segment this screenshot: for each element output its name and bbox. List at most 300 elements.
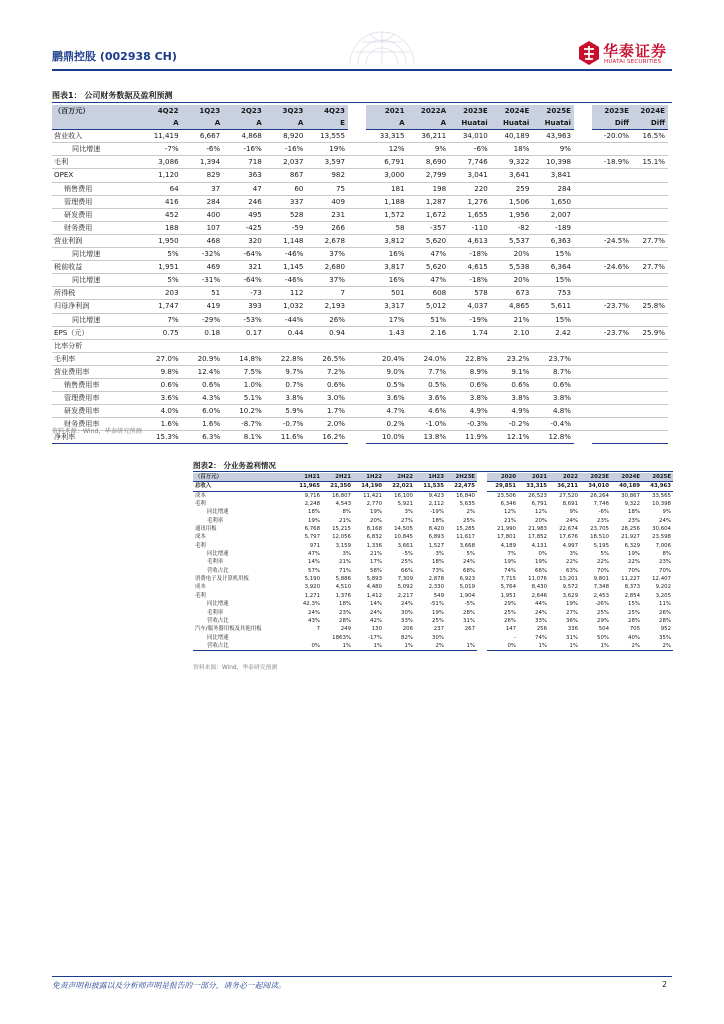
- halfyear-value: 5,019: [459, 584, 475, 591]
- header-cell: E: [306, 117, 348, 130]
- column-gap: [348, 248, 366, 261]
- column-gap: [477, 617, 487, 625]
- figure1-title: 图表1： 公司财务数据及盈利预测: [52, 91, 173, 100]
- row-label: 汽车/服务器用板及其他用板: [195, 626, 262, 633]
- quarter-value: -31%: [182, 274, 224, 287]
- column-gap: [348, 182, 366, 195]
- halfyear-value: 3,661: [397, 542, 413, 549]
- quarter-value: 393: [223, 300, 265, 313]
- halfyear-value: 7,309: [397, 576, 413, 583]
- annual-value: 12%: [504, 509, 516, 516]
- annual-value: 6,791: [366, 156, 408, 169]
- annual-value: [408, 339, 450, 352]
- column-gap: [348, 208, 366, 221]
- annual-value: -0.3%: [449, 418, 491, 431]
- quarter-value: -53%: [223, 313, 265, 326]
- diff-value: 27.7%: [632, 234, 668, 247]
- halfyear-value: 20%: [370, 517, 382, 524]
- annual-value: 259: [491, 182, 533, 195]
- column-gap: [574, 313, 592, 326]
- header-cell: 4Q23: [306, 105, 348, 117]
- column-gap: [348, 378, 366, 391]
- annual-value: 0.6%: [532, 378, 574, 391]
- annual-value: 1,672: [408, 208, 450, 221]
- quarter-value: 3.0%: [306, 392, 348, 405]
- quarter-value: 4,868: [223, 130, 265, 143]
- halfyear-value: 2,878: [428, 576, 444, 583]
- annual-value: 17,676: [559, 534, 578, 541]
- halfyear-value: 6,923: [459, 576, 475, 583]
- halfyear-value: 1,336: [366, 542, 382, 549]
- annual-value: 22%: [628, 559, 640, 566]
- annual-value: 26%: [504, 617, 516, 624]
- quarter-value: 51: [182, 287, 224, 300]
- halfyear-value: 28%: [339, 617, 351, 624]
- halfyear-value: 5,921: [397, 501, 413, 508]
- row-label: 通讯用板: [195, 526, 217, 533]
- halfyear-value: 25%: [401, 559, 413, 566]
- column-gap: [574, 248, 592, 261]
- annual-value: 6,329: [624, 542, 640, 549]
- header-cell: 2024E: [632, 105, 668, 117]
- table-row: [52, 365, 668, 378]
- annual-value: 22.8%: [449, 352, 491, 365]
- column-gap: [574, 392, 592, 405]
- quarter-value: 0.6%: [140, 378, 182, 391]
- diff-value: 25.9%: [632, 326, 668, 339]
- annual-value: 1,188: [366, 195, 408, 208]
- annual-value: 6,364: [532, 261, 574, 274]
- halfyear-value: 16,840: [456, 492, 475, 499]
- column-gap: [477, 600, 487, 608]
- table-row: [52, 234, 668, 247]
- annual-value: 47%: [408, 274, 450, 287]
- halfyear-value: 71%: [339, 567, 351, 574]
- annual-value: 2%: [642, 642, 673, 651]
- figure2-title: 图表2： 分业务盈利情况: [193, 461, 276, 470]
- annual-value: 47%: [408, 248, 450, 261]
- quarter-value: 1.7%: [306, 405, 348, 418]
- halfyear-value: 16,807: [332, 492, 351, 499]
- quarter-value: 829: [182, 169, 224, 182]
- quarter-value: 60: [265, 182, 307, 195]
- diff-value: [632, 352, 668, 365]
- halfyear-value: 5,635: [459, 501, 475, 508]
- annual-value: 17%: [366, 313, 408, 326]
- column-gap: [477, 542, 487, 550]
- quarter-value: -16%: [223, 143, 265, 156]
- halfyear-value: 11,965: [291, 482, 322, 491]
- brand-en: HUATAI SECURITIES: [604, 59, 662, 65]
- row-label: 净利率: [52, 431, 140, 444]
- annual-value: 198: [408, 182, 450, 195]
- table-row: [52, 156, 668, 169]
- annual-value: 3,629: [562, 592, 578, 599]
- annual-value: 7,746: [449, 156, 491, 169]
- annual-value: 31%: [566, 634, 578, 641]
- row-label: 管理费用: [52, 195, 140, 208]
- annual-value: 70%: [659, 567, 671, 574]
- annual-value: 1,650: [532, 195, 574, 208]
- annual-value: 5,195: [593, 542, 609, 549]
- halfyear-value: 206: [402, 626, 413, 633]
- halfyear-value: 18%: [432, 517, 444, 524]
- diff-value: [592, 418, 632, 431]
- column-gap: [574, 195, 592, 208]
- quarter-value: 0.94: [306, 326, 348, 339]
- column-gap: [348, 274, 366, 287]
- row-label: 成本: [195, 534, 206, 541]
- diff-value: [592, 221, 632, 234]
- row-label: 毛利: [52, 156, 140, 169]
- quarter-value: -29%: [182, 313, 224, 326]
- column-gap: [477, 567, 487, 575]
- quarter-value: 8,920: [265, 130, 307, 143]
- halfyear-value: 2,770: [366, 501, 382, 508]
- quarter-value: 1,148: [265, 234, 307, 247]
- annual-value: 6,346: [500, 501, 516, 508]
- column-gap: [477, 517, 487, 525]
- header-cell: A: [265, 117, 307, 130]
- halfyear-value: 82%: [401, 634, 413, 641]
- annual-value: 1,655: [449, 208, 491, 221]
- column-gap: [574, 105, 592, 117]
- row-label: 销售费用: [52, 182, 140, 195]
- halfyear-value: [446, 634, 477, 642]
- financial-forecast-table: [52, 105, 668, 444]
- header-cell: （百万元）: [52, 105, 140, 117]
- annual-value: -82: [491, 221, 533, 234]
- annual-value: 74%: [504, 567, 516, 574]
- quarter-value: 5%: [140, 274, 182, 287]
- annual-value: 30,867: [621, 492, 640, 499]
- header-cell: 2024E: [611, 473, 642, 482]
- column-gap: [477, 592, 487, 600]
- table-row: [193, 550, 673, 558]
- halfyear-value: 971: [309, 542, 320, 549]
- annual-value: 66%: [535, 567, 547, 574]
- huatai-mark-icon: [578, 40, 600, 66]
- row-label: 归母净利润: [52, 300, 140, 313]
- halfyear-value: 22,021: [384, 482, 415, 491]
- quarter-value: 2,678: [306, 234, 348, 247]
- column-gap: [477, 583, 487, 591]
- halfyear-value: 18%: [432, 559, 444, 566]
- annual-value: 0.2%: [366, 418, 408, 431]
- column-gap: [477, 558, 487, 566]
- quarter-value: 10.2%: [223, 405, 265, 418]
- diff-value: [632, 182, 668, 195]
- annual-value: 21%: [491, 313, 533, 326]
- quarter-value: 1,394: [182, 156, 224, 169]
- halfyear-value: 3%: [404, 509, 413, 516]
- annual-value: 12,407: [652, 576, 671, 583]
- diff-value: [592, 352, 632, 365]
- row-label: 营收占比: [193, 642, 291, 651]
- annual-value: 2,453: [593, 592, 609, 599]
- quarter-value: -64%: [223, 274, 265, 287]
- quarter-value: 5.9%: [265, 405, 307, 418]
- annual-value: 12%: [535, 509, 547, 516]
- halfyear-value: 1863%: [332, 634, 351, 641]
- column-gap: [477, 500, 487, 508]
- annual-value: 12.8%: [532, 431, 574, 444]
- table-row: [193, 542, 673, 550]
- quarter-value: -7%: [140, 143, 182, 156]
- annual-value: 7,006: [655, 542, 671, 549]
- annual-value: -19%: [449, 313, 491, 326]
- halfyear-value: -17%: [368, 634, 382, 641]
- annual-value: 5,538: [491, 261, 533, 274]
- halfyear-value: 42.3%: [302, 601, 320, 608]
- halfyear-value: 14%: [308, 559, 320, 566]
- column-gap: [574, 143, 592, 156]
- quarter-value: 37%: [306, 248, 348, 261]
- quarter-value: 284: [182, 195, 224, 208]
- annual-value: 181: [366, 182, 408, 195]
- header-cell: 2021: [366, 105, 408, 117]
- column-gap: [348, 221, 366, 234]
- column-gap: [574, 234, 592, 247]
- column-gap: [477, 473, 487, 482]
- annual-value: 17,801: [497, 534, 516, 541]
- annual-value: 5,611: [532, 300, 574, 313]
- row-label: 研发费用率: [52, 405, 140, 418]
- row-label: 毛利: [195, 542, 206, 549]
- annual-value: 5,012: [408, 300, 450, 313]
- row-label: 成本: [195, 492, 206, 499]
- table-row: [193, 592, 673, 600]
- figure1-rule: [52, 102, 672, 103]
- header-cell: A: [366, 117, 408, 130]
- annual-value: 27%: [566, 609, 578, 616]
- header-cell: 1H21: [291, 473, 322, 482]
- column-gap: [348, 234, 366, 247]
- table-row: [52, 287, 668, 300]
- annual-value: 13.8%: [408, 431, 450, 444]
- table-row: [52, 182, 668, 195]
- halfyear-value: 24%: [370, 609, 382, 616]
- annual-value: 5%: [600, 551, 609, 558]
- row-label: 所得税: [52, 287, 140, 300]
- annual-value: 4.9%: [491, 405, 533, 418]
- halfyear-value: 2,112: [428, 501, 444, 508]
- halfyear-value: 8%: [342, 509, 351, 516]
- halfyear-value: 12,056: [332, 534, 351, 541]
- diff-value: [592, 313, 632, 326]
- annual-value: 21,990: [497, 526, 516, 533]
- annual-value: 34,010: [580, 482, 611, 491]
- halfyear-value: -5%: [402, 551, 413, 558]
- annual-value: 70%: [597, 567, 609, 574]
- column-gap: [348, 313, 366, 326]
- annual-value: 4.9%: [449, 405, 491, 418]
- annual-value: 25%: [504, 609, 516, 616]
- row-label: 营业费用率: [52, 365, 140, 378]
- table-row: [193, 500, 673, 508]
- halfyear-value: 19%: [308, 517, 320, 524]
- annual-value: 9,202: [655, 584, 671, 591]
- table-row: [193, 609, 673, 617]
- quarter-value: 188: [140, 221, 182, 234]
- halfyear-value: 10,845: [394, 534, 413, 541]
- annual-value: -6%: [449, 143, 491, 156]
- quarter-value: 0.18: [182, 326, 224, 339]
- annual-value: 2,799: [408, 169, 450, 182]
- annual-value: 0.6%: [449, 378, 491, 391]
- annual-value: 40,189: [611, 482, 642, 491]
- table-row: [52, 248, 668, 261]
- halfyear-value: 21%: [370, 551, 382, 558]
- annual-value: 9,572: [562, 584, 578, 591]
- quarter-value: -59: [265, 221, 307, 234]
- table-row: [52, 208, 668, 221]
- column-gap: [348, 130, 366, 143]
- annual-value: 9%: [662, 509, 671, 516]
- quarter-value: 718: [223, 156, 265, 169]
- row-label: 毛利率: [207, 609, 224, 616]
- annual-value: 12%: [366, 143, 408, 156]
- annual-value: 2.10: [491, 326, 533, 339]
- column-gap: [477, 525, 487, 533]
- annual-value: 63%: [566, 567, 578, 574]
- quarter-value: 528: [265, 208, 307, 221]
- annual-value: 24%: [535, 609, 547, 616]
- annual-value: 7%: [507, 551, 516, 558]
- halfyear-value: 14%: [370, 601, 382, 608]
- row-label: 毛利: [195, 592, 206, 599]
- annual-value: 3,317: [366, 300, 408, 313]
- annual-value: 9,322: [491, 156, 533, 169]
- column-gap: [574, 352, 592, 365]
- table-row: [52, 169, 668, 182]
- quarter-value: 400: [182, 208, 224, 221]
- annual-value: 7,715: [500, 576, 516, 583]
- diff-value: 25.8%: [632, 300, 668, 313]
- quarter-value: 246: [223, 195, 265, 208]
- column-gap: [477, 625, 487, 633]
- row-label: 毛利: [195, 501, 206, 508]
- table-row: [193, 642, 673, 651]
- halfyear-value: 4,543: [335, 501, 351, 508]
- annual-value: 578: [449, 287, 491, 300]
- annual-value: [366, 339, 408, 352]
- annual-value: [532, 339, 574, 352]
- table-row: [193, 600, 673, 608]
- annual-value: 51%: [408, 313, 450, 326]
- table-row: [193, 558, 673, 566]
- quarter-value: 3,086: [140, 156, 182, 169]
- quarter-value: 1,120: [140, 169, 182, 182]
- row-label: 毛利率: [207, 517, 224, 524]
- table-row: [193, 491, 673, 500]
- halfyear-value: 7: [316, 626, 320, 633]
- annual-value: 9.1%: [491, 365, 533, 378]
- annual-value: 0.6%: [491, 378, 533, 391]
- column-gap: [574, 274, 592, 287]
- annual-value: 4,865: [491, 300, 533, 313]
- halfyear-value: 47%: [308, 551, 320, 558]
- annual-value: 74%: [535, 634, 547, 641]
- halfyear-value: 1,412: [366, 592, 382, 599]
- halfyear-value: 58%: [370, 567, 382, 574]
- quarter-value: 22.8%: [265, 352, 307, 365]
- annual-value: 4,037: [449, 300, 491, 313]
- table-row: [52, 274, 668, 287]
- annual-value: 25%: [628, 609, 640, 616]
- header-cell: 2H21: [322, 473, 353, 482]
- annual-value: 9%: [532, 143, 574, 156]
- halfyear-value: 73%: [432, 567, 444, 574]
- diff-value: [632, 431, 668, 444]
- column-gap: [348, 365, 366, 378]
- page-number: 2: [662, 980, 668, 989]
- quarter-value: 2,680: [306, 261, 348, 274]
- annual-value: 58: [366, 221, 408, 234]
- quarter-value: 12.4%: [182, 365, 224, 378]
- annual-value: 220: [449, 182, 491, 195]
- diff-value: [632, 313, 668, 326]
- annual-value: 24%: [566, 517, 578, 524]
- column-gap: [574, 339, 592, 352]
- row-label: 同比增速: [207, 509, 229, 516]
- annual-value: 1,956: [491, 208, 533, 221]
- annual-value: -: [514, 634, 516, 641]
- annual-value: 4,615: [449, 261, 491, 274]
- annual-value: 20%: [491, 248, 533, 261]
- annual-value: 4,131: [531, 542, 547, 549]
- column-gap: [348, 261, 366, 274]
- annual-value: -189: [532, 221, 574, 234]
- halfyear-value: 3,920: [304, 584, 320, 591]
- halfyear-value: 66%: [401, 567, 413, 574]
- quarter-value: [306, 339, 348, 352]
- diff-value: [592, 431, 632, 444]
- quarter-value: [223, 339, 265, 352]
- annual-value: 3,641: [491, 169, 533, 182]
- quarter-value: 13,555: [306, 130, 348, 143]
- annual-value: 1,287: [408, 195, 450, 208]
- halfyear-value: 24%: [463, 559, 475, 566]
- header-cell: A: [140, 117, 182, 130]
- row-label: 同比增速: [207, 634, 229, 641]
- annual-value: 1.74: [449, 326, 491, 339]
- annual-value: 4.8%: [532, 405, 574, 418]
- diff-value: 27.7%: [632, 261, 668, 274]
- annual-value: 7,348: [593, 584, 609, 591]
- header-cell: （百万元）: [193, 473, 291, 482]
- quarter-value: 495: [223, 208, 265, 221]
- annual-value: 33,315: [518, 482, 549, 491]
- annual-value: 9,801: [593, 576, 609, 583]
- row-label: 研发费用: [52, 208, 140, 221]
- halfyear-value: 9,423: [428, 492, 444, 499]
- annual-value: 8.7%: [532, 365, 574, 378]
- column-gap: [574, 405, 592, 418]
- halfyear-value: 2%: [415, 642, 446, 651]
- quarter-value: 2,193: [306, 300, 348, 313]
- annual-value: 36%: [566, 617, 578, 624]
- annual-value: 23.7%: [532, 352, 574, 365]
- halfyear-value: 42%: [370, 617, 382, 624]
- row-label: 同比增速: [52, 313, 140, 326]
- annual-value: 18,510: [590, 534, 609, 541]
- halfyear-value: 267: [464, 626, 475, 633]
- header-cell: 2023E: [592, 105, 632, 117]
- table-row: [193, 617, 673, 625]
- column-gap: [348, 352, 366, 365]
- halfyear-value: 21%: [339, 559, 351, 566]
